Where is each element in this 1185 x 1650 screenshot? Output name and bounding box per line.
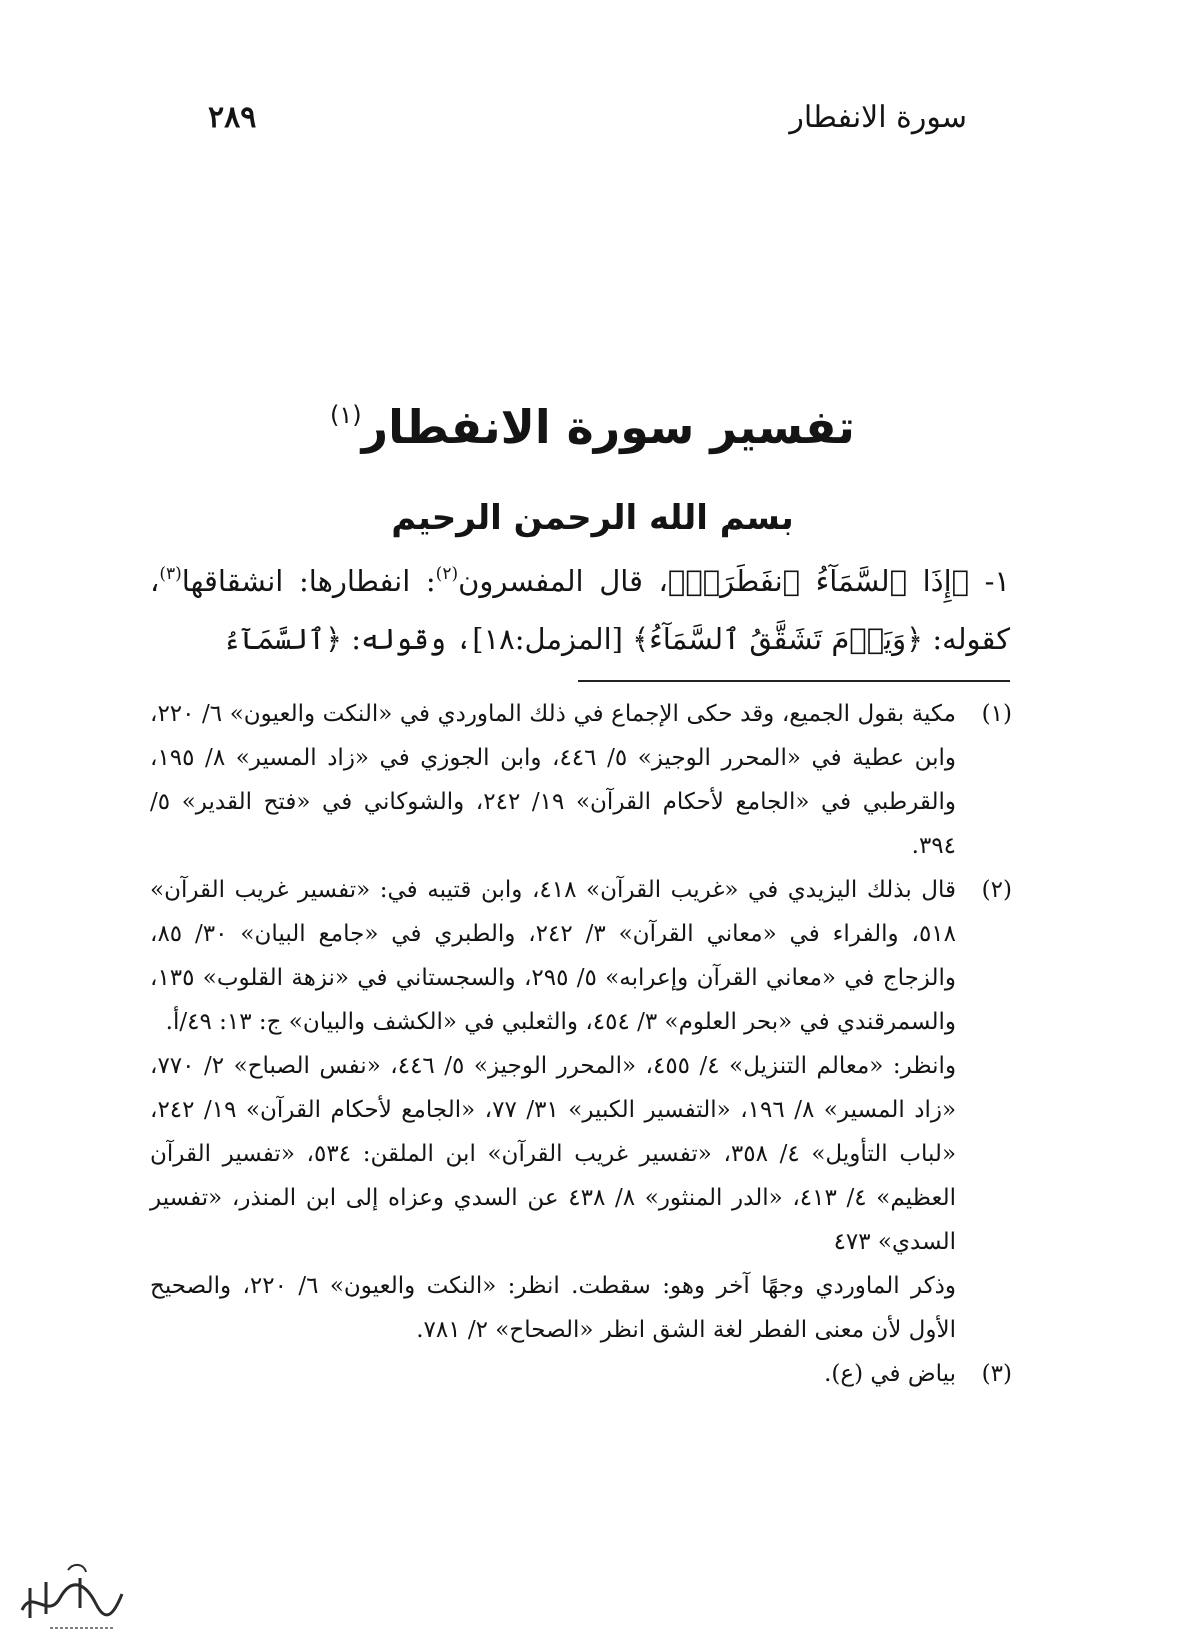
watermark-stroke: [22, 1585, 122, 1615]
footnote-ref-1[interactable]: (١): [330, 401, 362, 429]
footnote-2: [150, 868, 1012, 1044]
sura-title: [0, 400, 1185, 454]
main-text: [150, 552, 1010, 668]
footnote-number: (٢): [981, 877, 1012, 903]
main-text-part-3: ، كقوله: ﴿وَيَوۡمَ تَشَقَّقُ ٱلسَّمَآءُ﴾ [المزمل:١٨]، وقوله: ﴿ٱلسَّمَآءُ: [150, 564, 1010, 656]
footnote-3: [150, 1352, 1012, 1396]
basmala: بسم الله الرحمن الرحيم: [391, 498, 794, 538]
page-number: ٢٨٩: [208, 100, 257, 135]
footnote-number: (١): [981, 701, 1012, 727]
footnote-ref-3[interactable]: (٣): [159, 564, 182, 584]
main-text-part-1: ١- ﴿إِذَا ٱلسَّمَآءُ ٱنفَطَرَتۡ﴾، قال المفسرون: [458, 564, 1010, 598]
footnote-text: مكية بقول الجميع، وقد حكى الإجماع في ذلك الماوردي في «النكت والعيون» ٦/ ٢٢٠، وابن عطية في «المحرر الوجيز» ٥/ ٤٤٦، وابن الجوزي في «زاد المسير» ٨/ ١٩٥، والقرطبي في «الجامع لأحكام القرآن» ١٩/ ٢٤٢، والشوكاني في «فتح القدير» ٥/ ٣٩٤.: [150, 701, 957, 859]
footnote-2-continuation: [150, 1044, 1012, 1264]
footnote-text: وذكر الماوردي وجهًا آخر وهو: سقطت. انظر: «النكت والعيون» ٦/ ٢٢٠، والصحيح الأول لأن معنى الفطر لغة الشق انظر «الصحاح» ٢/ ٧٨١.: [150, 1273, 956, 1343]
footnotes: [150, 692, 1012, 1396]
footnote-2-continuation: [150, 1264, 1012, 1352]
footnote-ref-2[interactable]: (٢): [435, 564, 459, 584]
watermark-stroke: [68, 1565, 86, 1572]
footnote-number: (٣): [981, 1361, 1012, 1387]
footnote-separator: [578, 680, 1010, 682]
footnote-1: [150, 692, 1012, 868]
sura-title-text: تفسير سورة الانفطار: [361, 400, 855, 454]
publisher-watermark-logo: [10, 1548, 130, 1638]
running-title: سورة الانفطار: [789, 100, 967, 135]
main-text-part-2: : انفطارها: انشقاقها: [181, 564, 436, 598]
footnote-text: بياض في (ع).: [824, 1361, 956, 1387]
footnote-text: وانظر: «معالم التنزيل» ٤/ ٤٥٥، «المحرر الوجيز» ٥/ ٤٤٦، «نفس الصباح» ٢/ ٧٧٠، «زاد المسير» ٨/ ١٩٦، «التفسير الكبير» ٣١/ ٧٧، «الجامع لأحكام القرآن» ١٩/ ٢٤٢، «لباب التأويل» ٤/ ٣٥٨، «تفسير غريب القرآن» ابن الملقن: ٥٣٤، «تفسير القرآن العظيم» ٤/ ٤١٣، «الدر المنثور» ٨/ ٤٣٨ عن السدي وعزاه إلى ابن المنذر، «تفسير السدي» ٤٧٣: [150, 1053, 957, 1255]
footnote-text: قال بذلك اليزيدي في «غريب القرآن» ٤١٨، وابن قتيبه في: «تفسير غريب القرآن» ٥١٨، والفراء في «معاني القرآن» ٣/ ٢٤٢، والطبري في «جامع البيان» ٣٠/ ٨٥، والزجاج في «معاني القرآن وإعرابه» ٥/ ٢٩٥، والسجستاني في «نزهة القلوب» ١٣٥، والسمرقندي في «بحر العلوم» ٣/ ٤٥٤، والثعلبي في «الكشف والبيان» ج: ١٣: ٤٩/أ.: [150, 877, 957, 1035]
